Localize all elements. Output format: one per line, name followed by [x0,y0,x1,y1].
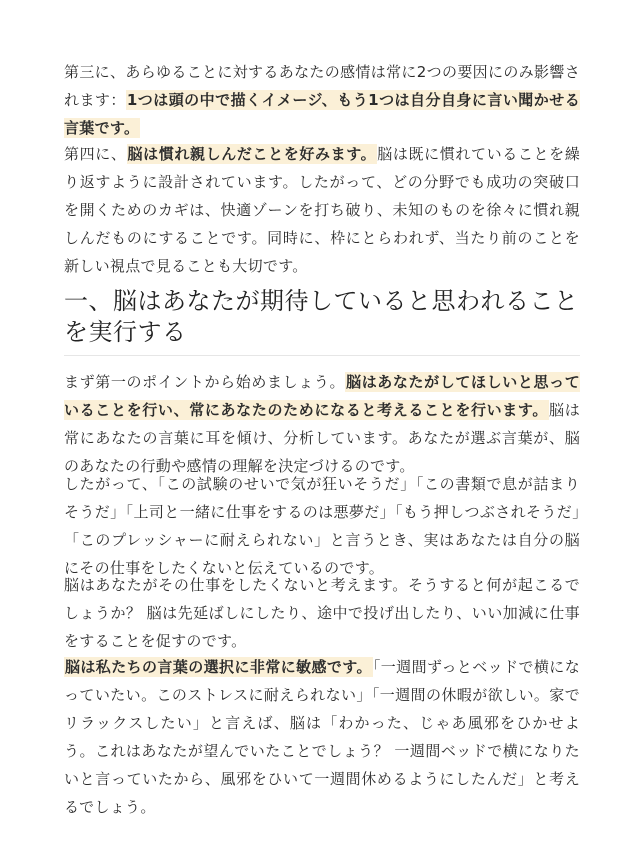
highlighted-text: 1つは頭の中で描くイメージ、もう1つは自分自身に言い聞かせる言葉です。 [64,91,580,137]
paragraph-text: 第三に、あらゆることに対するあなたの感情は常に2つの要因にのみ影響されます： [64,63,580,109]
heading-divider [64,355,580,356]
section-heading: 一、脳はあなたが期待していると思われることを実行する [64,287,579,346]
paragraph-fourth-point [64,140,580,280]
paragraph-word-choice [64,653,580,821]
paragraph-examples [64,470,580,582]
paragraph-consequence [64,571,580,655]
paragraph-text: 脳は常にあなたの言葉に耳を傾け、分析しています。あなたが選ぶ言葉が、脳のあなたの行動や感情の理解を決定づけるのです。 [64,401,580,475]
paragraph-text: 脳は既に慣れていることを繰り返すように設計されています。したがって、どの分野でも成功の突破口を開くためのカギは、快適ゾーンを打ち破り、未知のものを徐々に慣れ親しんだものにすることです。同時に、枠にとらわれず、当たり前のことを新しい視点で見ることも大切です。 [64,145,581,275]
paragraph-text: 「一週間ずっとベッドで横になっていたい。このストレスに耐えられない」「一週間の休暇が欲しい。家でリラックスしたい」と言えば、脳は「わかった、じゃあ風邪をひかせよう。これはあなたが望んでいたことでしょう？ 一週間ベッドで横になりたいと言っていたから、風邪をひいて一週間休めるようにしたんだ」と考えるでしょう。 [64,658,580,816]
highlighted-text: 脳は慣れ親しんだことを好みます。 [127,145,377,163]
paragraph-first-point [64,368,580,480]
paragraph-text: 脳はあなたがその仕事をしたくないと考えます。そうすると何が起こるでしょうか？ 脳は先延ばしにしたり、途中で投げ出したり、いい加減に仕事をすることを促すのです。 [64,576,580,650]
paragraph-third-point [64,58,580,142]
paragraph-text: まず第一のポイントから始めましょう。 [64,373,346,391]
paragraph-text: したがって、「この試験のせいで気が狂いそうだ」「この書類で息が詰まりそうだ」「上司と一緒に仕事をするのは悪夢だ」「もう押しつぶされそうだ」「このプレッシャーに耐えられない」と言うとき、実はあなたは自分の脳にその仕事をしたくないと伝えているのです。 [64,475,580,577]
highlighted-text: 脳はあなたがしてほしいと思っていることを行い、常にあなたのためになると考えることを行います。 [64,373,580,419]
highlighted-text: 脳は私たちの言葉の選択に非常に敏感です。 [65,658,372,676]
paragraph-text: 第四に、 [64,145,127,163]
